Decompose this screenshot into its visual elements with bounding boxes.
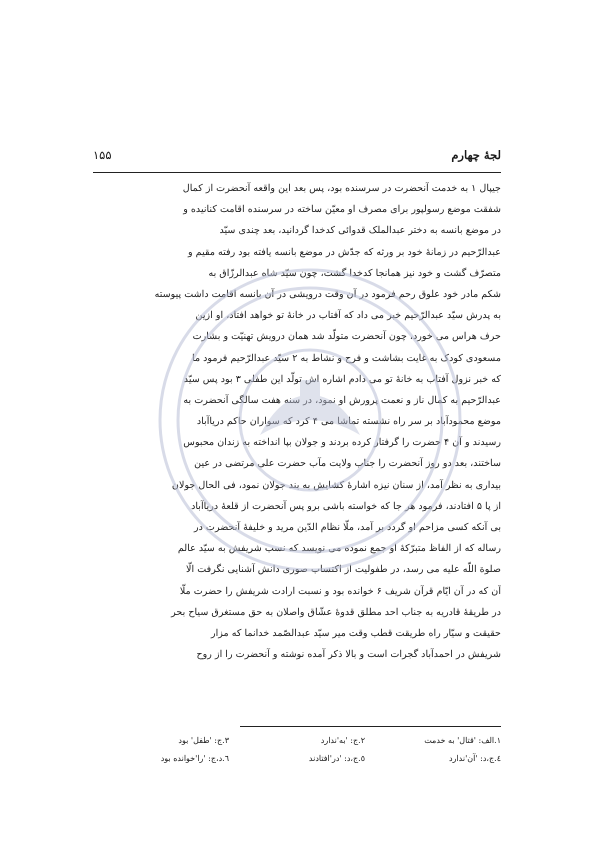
text-line: صلوة اللّه علیه می رسد، در طفولیت از اکتساب صوری دانش آشنایی نگرفت الّا bbox=[186, 564, 501, 576]
footnote: ٤.ج،د: 'آن'ندارد bbox=[449, 754, 501, 763]
text-line: مسعودی کودک به غایت بشاشت و فرح و نشاط به ۲ سیّد عبدالرّحیم فرمود ما bbox=[192, 352, 501, 364]
text-line: که خبر نزول آفتاب به خانۀ تو می دادم اشاره اش تولّد این طفلی ۳ بود پس سیّد bbox=[183, 373, 501, 385]
text-line: حرف هراس می خورد، چون آنحضرت متولّد شد همان درویش تهنیّت و بشارت bbox=[192, 331, 501, 343]
text-line: از پا ۵ افتادند، فرمود هر جا که خواسته باشی برو پس آنحضرت از قلعۀ دریاآباد bbox=[191, 500, 501, 512]
header-rule bbox=[93, 172, 501, 173]
footnote-row bbox=[93, 750, 501, 768]
text-line: در موضع بانسه به دختر عبدالملک قدوائی کدخدا گردانید، بعد چندی سیّد bbox=[219, 225, 501, 237]
text-line: در طریقۀ قادریه به جناب احد مطلق قدوۀ عشّاق واصلان به حق مستغرق سیاح بحر bbox=[171, 606, 501, 618]
text-line: شکم مادر خود علوق رحم فرمود در آن وقت درویشی در آن بانسه اقامت داشت پیوسته bbox=[154, 288, 501, 300]
text-line: رسیدند و آن ۴ حضرت را گرفتار کرده بردند و جولان بپا انداخته به زندان محبوس bbox=[183, 437, 501, 449]
text-line: شفقت موضع رسولپور برای مصرف او معیّن ساخته در سرسنده اقامت کنانیده و bbox=[183, 204, 501, 216]
text-line: به پدرش سیّد عبدالرّحیم خبر می داد که آفتاب در خانۀ تو خواهد افتاد، او ازین bbox=[195, 310, 501, 322]
footnote: ۲.ج: 'به'ندارد bbox=[320, 736, 365, 745]
footnotes bbox=[93, 732, 501, 768]
footnote-rule bbox=[240, 726, 501, 727]
text-line: آن که در آن ایّام قرآن شریف ۶ خوانده بود و نسبت ارادت شریفش را حضرت ملّا bbox=[179, 585, 501, 597]
text-line: بی آنکه کسی مزاحم او گردد بر آمد، ملّا نظام الدّین مرید و خلیفۀ آنحضرت در bbox=[193, 522, 501, 533]
text-line: موضع محمودآباد بر سر راه نشسته تماشا می ۴ کرد که سواران حاکم دریاآباد bbox=[196, 416, 501, 428]
footnote: ۳.ج: 'طفل' بود bbox=[178, 736, 229, 745]
footnote-row bbox=[93, 732, 501, 750]
page-number: ۱۵۵ bbox=[93, 148, 112, 162]
text-line: رساله که از الفاظ متبرّکۀ او جمع نموده می نویسد که نسب شریفش به سیّد عالم bbox=[177, 543, 501, 555]
text-line: عبدالرّحیم به کمال ناز و نعمت پرورش او نمود، در سنه هفت سالگی آنحضرت به bbox=[183, 394, 501, 406]
text-line: جیپال ۱ به خدمت آنحضرت در سرسنده بود، پس بعد این واقعه آنحضرت از کمال bbox=[182, 183, 501, 194]
text-line: حقیقت و سیّار راه طریقت قطب وقت میر سیّد عبدالصّمد خدانما که مزار bbox=[210, 627, 501, 639]
body-text bbox=[93, 178, 501, 665]
footnote: ٦.د،ج: 'را'خوانده بود bbox=[160, 754, 229, 763]
chapter-title: لجۀ چهارم bbox=[451, 148, 501, 162]
text-line: ساختند، بعد دو روز آنحضرت را جناب ولایت مآب حضرت علی مرتضی در عین bbox=[194, 458, 501, 470]
text-line: متصرّف گشت و خود نیز همانجا کدخدا گشت، چون سیّد شاه عبدالرزّاق به bbox=[208, 267, 501, 279]
footnote: ٥.ج،د: 'در'افتادند bbox=[308, 754, 365, 763]
text-line: شریفش در احمدآباد گجرات است و بالا ذکر آمده نوشته و آنحضرت را از روح bbox=[196, 649, 501, 661]
text-line: عبدالرّحیم در زمانۀ خود بر ورثه که جدّش در موضع بانسه یافته بود رفته مقیم و bbox=[188, 246, 501, 258]
page-header bbox=[93, 148, 501, 168]
text-line: بیداری به نظر آمد، از سنان نیزه اشارۀ کشایش به بند جولان نمود، فی الحال جولان bbox=[171, 479, 501, 491]
footnote: ۱.الف: 'قتال' به خدمت bbox=[424, 736, 501, 745]
